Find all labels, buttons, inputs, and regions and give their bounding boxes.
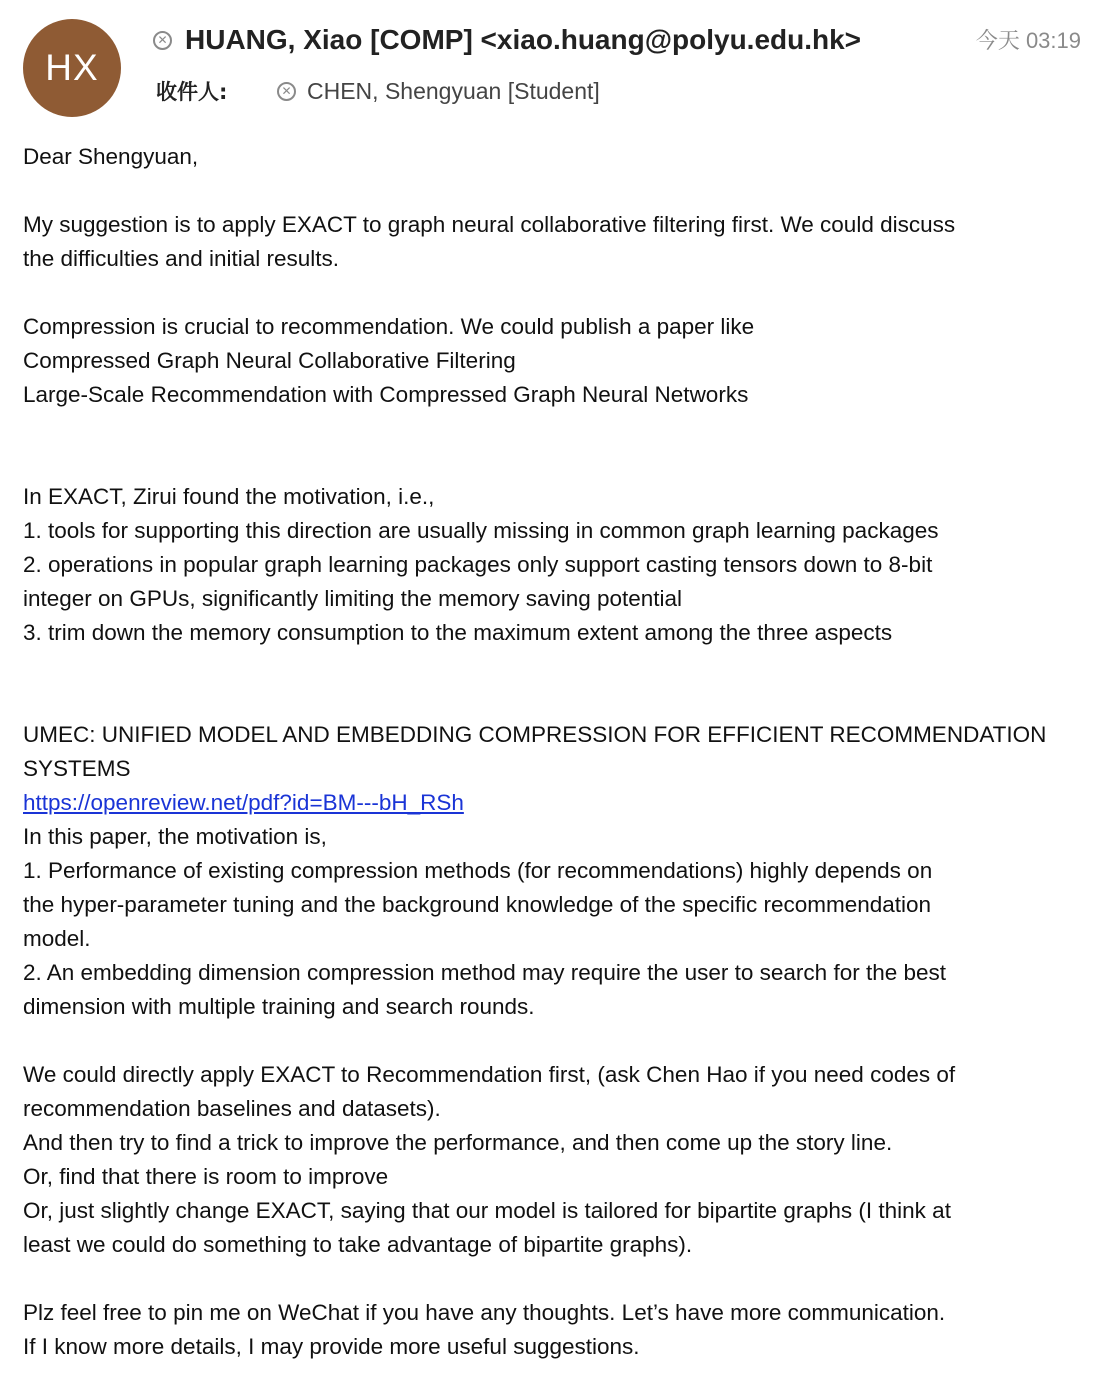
body-line: Or, just slightly change EXACT, saying that our model is tailored for bipartite graphs (I think at: [23, 1198, 951, 1223]
body-line: And then try to find a trick to improve the performance, and then come up the story line.: [23, 1130, 893, 1155]
blank-line: [23, 1262, 1103, 1296]
body-line: In EXACT, Zirui found the motivation, i.e.,: [23, 484, 435, 509]
circle-x-icon[interactable]: ✕: [277, 82, 296, 101]
blank-line: [23, 650, 1103, 684]
body-line: [23, 786, 1103, 820]
from-row: [153, 24, 861, 56]
body-line: We could directly apply EXACT to Recommendation first, (ask Chen Hao if you need codes of: [23, 1062, 956, 1087]
body-line: Compression is crucial to recommendation. We could publish a paper like: [23, 314, 755, 339]
body-line: UMEC: UNIFIED MODEL AND EMBEDDING COMPRESSION FOR EFFICIENT RECOMMENDATION: [23, 722, 1047, 747]
body-line: dimension with multiple training and search rounds.: [23, 994, 535, 1019]
body-line: 2. An embedding dimension compression method may require the user to search for the best: [23, 960, 947, 985]
body-line: the hyper-parameter tuning and the background knowledge of the specific recommendation: [23, 892, 932, 917]
body-line: the difficulties and initial results.: [23, 246, 339, 271]
blank-line: [23, 412, 1103, 446]
greeting: Dear Shengyuan,: [23, 144, 199, 169]
blank-line: [23, 174, 1103, 208]
sender-address[interactable]: HUANG, Xiao [COMP] <xiao.huang@polyu.edu.hk>: [185, 24, 862, 55]
blank-line: [23, 1024, 1103, 1058]
recipient-address[interactable]: CHEN, Shengyuan [Student]: [307, 77, 600, 104]
email-body: [23, 140, 1103, 1364]
body-line: recommendation baselines and datasets).: [23, 1096, 441, 1121]
blank-line: [23, 684, 1103, 718]
body-line: My suggestion is to apply EXACT to graph neural collaborative filtering first. We could discuss: [23, 212, 956, 237]
body-line: Compressed Graph Neural Collaborative Filtering: [23, 348, 516, 373]
body-line: 2. operations in popular graph learning packages only support casting tensors down to 8-bit: [23, 552, 933, 577]
email-timestamp: 今天 03:19: [975, 28, 1081, 53]
body-line: least we could do something to take advantage of bipartite graphs).: [23, 1232, 693, 1257]
blank-line: [23, 276, 1103, 310]
body-line: Or, find that there is room to improve: [23, 1164, 389, 1189]
email-header: [0, 0, 1120, 130]
circle-x-icon[interactable]: ✕: [153, 31, 172, 50]
body-line: In this paper, the motivation is,: [23, 824, 327, 849]
body-line: SYSTEMS: [23, 756, 131, 781]
body-line: If I know more details, I may provide more useful suggestions.: [23, 1334, 640, 1359]
sender-avatar[interactable]: HX: [23, 19, 121, 117]
body-line: Large-Scale Recommendation with Compressed Graph Neural Networks: [23, 382, 749, 407]
body-line: model.: [23, 926, 91, 951]
body-line: integer on GPUs, significantly limiting the memory saving potential: [23, 586, 683, 611]
body-line: Plz feel free to pin me on WeChat if you have any thoughts. Let’s have more communication.: [23, 1300, 946, 1325]
body-line: 3. trim down the memory consumption to the maximum extent among the three aspects: [23, 620, 893, 645]
blank-line: [23, 446, 1103, 480]
to-row: [156, 76, 600, 106]
openreview-link[interactable]: https://openreview.net/pdf?id=BM---bH_RSh: [23, 790, 464, 815]
body-line: 1. tools for supporting this direction are usually missing in common graph learning packages: [23, 518, 939, 543]
body-line: 1. Performance of existing compression methods (for recommendations) highly depends on: [23, 858, 933, 883]
to-label: 收件人:: [156, 80, 228, 104]
